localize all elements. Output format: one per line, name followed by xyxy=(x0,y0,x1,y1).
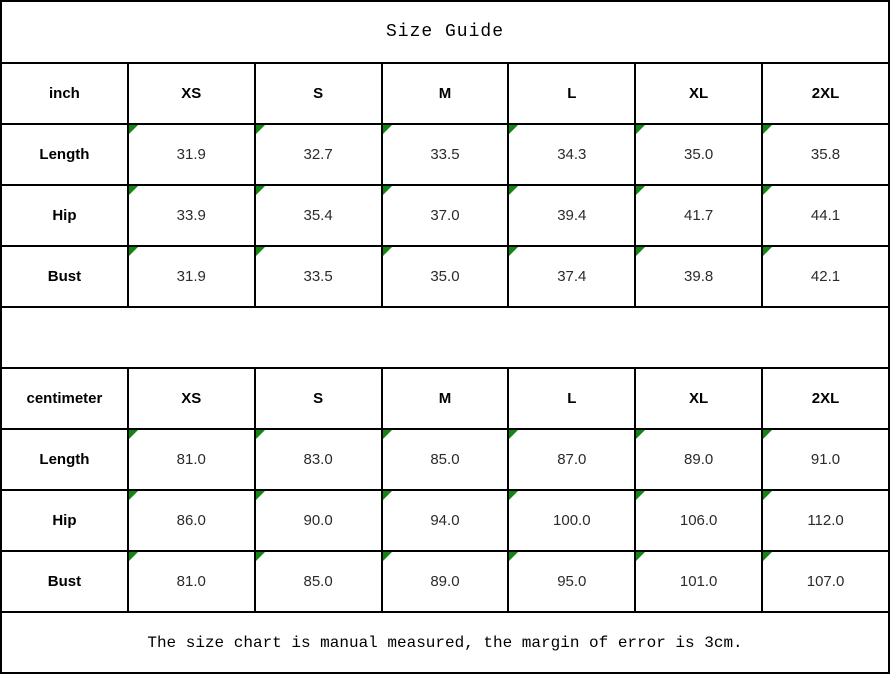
size-value: 31.9 xyxy=(176,146,206,163)
table-row-cm-hip xyxy=(1,490,889,551)
cell-flag-icon xyxy=(509,552,518,561)
size-value: 35.4 xyxy=(303,207,333,224)
size-value-cell xyxy=(255,429,382,490)
cell-flag-icon xyxy=(256,186,265,195)
row-label-cell: Bust xyxy=(1,246,128,307)
col-header-m: M xyxy=(382,368,509,429)
cell-flag-icon xyxy=(129,430,138,439)
col-header-s: S xyxy=(255,368,382,429)
size-value: 89.0 xyxy=(684,451,714,468)
size-value: 81.0 xyxy=(176,573,206,590)
size-value-cell xyxy=(382,124,509,185)
col-header-2xl: 2XL xyxy=(762,368,889,429)
size-value-cell xyxy=(508,246,635,307)
spacer-row xyxy=(1,307,889,368)
size-value: 91.0 xyxy=(810,451,841,468)
size-value-cell xyxy=(128,551,255,612)
col-header-xl: XL xyxy=(635,63,762,124)
size-value-cell xyxy=(635,490,762,551)
size-value-cell xyxy=(255,124,382,185)
cell-flag-icon xyxy=(636,186,645,195)
unit-header-inch: inch xyxy=(1,63,128,124)
table-row-inch-hip xyxy=(1,185,889,246)
row-label-cell: Hip xyxy=(1,185,128,246)
size-value: 35.0 xyxy=(684,146,714,163)
size-value: 37.0 xyxy=(430,207,460,224)
cell-flag-icon xyxy=(763,125,772,134)
size-value: 33.9 xyxy=(176,207,206,224)
cell-flag-icon xyxy=(763,247,772,256)
size-value: 87.0 xyxy=(557,451,587,468)
size-value-cell xyxy=(762,124,889,185)
size-value-cell xyxy=(508,185,635,246)
cell-flag-icon xyxy=(383,552,392,561)
cell-flag-icon xyxy=(256,491,265,500)
cell-flag-icon xyxy=(129,125,138,134)
cell-flag-icon xyxy=(763,491,772,500)
size-value: 39.8 xyxy=(684,268,714,285)
table-row-cm-length xyxy=(1,429,889,490)
note-text: The size chart is manual measured, the margin of error is 3cm. xyxy=(1,612,889,673)
size-value-cell xyxy=(128,246,255,307)
size-value-cell xyxy=(255,185,382,246)
size-value: 34.3 xyxy=(557,146,587,163)
header-row-centimeter xyxy=(1,368,889,429)
row-label-cell: Length xyxy=(1,124,128,185)
size-value: 90.0 xyxy=(303,512,333,529)
cell-flag-icon xyxy=(256,247,265,256)
size-value-cell xyxy=(382,490,509,551)
size-value: 44.1 xyxy=(810,207,841,224)
size-value: 37.4 xyxy=(557,268,587,285)
size-value-cell xyxy=(762,246,889,307)
cell-flag-icon xyxy=(256,125,265,134)
cell-flag-icon xyxy=(129,491,138,500)
size-value-cell xyxy=(508,490,635,551)
size-value: 85.0 xyxy=(303,573,333,590)
size-value-cell xyxy=(382,429,509,490)
size-value: 39.4 xyxy=(557,207,587,224)
size-value-cell xyxy=(128,124,255,185)
size-value-cell xyxy=(762,490,889,551)
cell-flag-icon xyxy=(763,430,772,439)
cell-flag-icon xyxy=(763,552,772,561)
cell-flag-icon xyxy=(129,186,138,195)
size-value-cell xyxy=(382,185,509,246)
size-value-cell xyxy=(508,551,635,612)
unit-header-centimeter: centimeter xyxy=(1,368,128,429)
col-header-l: L xyxy=(508,63,635,124)
cell-flag-icon xyxy=(129,552,138,561)
size-value-cell xyxy=(128,490,255,551)
cell-flag-icon xyxy=(383,247,392,256)
size-value-cell xyxy=(128,429,255,490)
col-header-xs: XS xyxy=(128,63,255,124)
row-label-cell: Hip xyxy=(1,490,128,551)
size-value: 94.0 xyxy=(430,512,460,529)
size-value: 112.0 xyxy=(807,512,844,529)
col-header-xs: XS xyxy=(128,368,255,429)
page-title: Size Guide xyxy=(1,1,889,63)
size-value: 95.0 xyxy=(557,573,587,590)
cell-flag-icon xyxy=(383,186,392,195)
size-value-cell xyxy=(762,429,889,490)
size-value: 33.5 xyxy=(430,146,460,163)
cell-flag-icon xyxy=(763,186,772,195)
size-value-cell xyxy=(635,185,762,246)
cell-flag-icon xyxy=(383,430,392,439)
size-value: 35.0 xyxy=(430,268,460,285)
size-value: 42.1 xyxy=(810,268,841,285)
header-row-inch xyxy=(1,63,889,124)
table-row-inch-length xyxy=(1,124,889,185)
size-value: 31.9 xyxy=(176,268,206,285)
size-value-cell xyxy=(255,490,382,551)
size-value-cell xyxy=(635,551,762,612)
size-value: 33.5 xyxy=(303,268,333,285)
cell-flag-icon xyxy=(509,186,518,195)
cell-flag-icon xyxy=(256,430,265,439)
size-value: 86.0 xyxy=(176,512,206,529)
size-value-cell xyxy=(635,246,762,307)
col-header-l: L xyxy=(508,368,635,429)
size-value: 32.7 xyxy=(303,146,333,163)
cell-flag-icon xyxy=(636,430,645,439)
table-row-inch-bust xyxy=(1,246,889,307)
cell-flag-icon xyxy=(256,552,265,561)
row-label-cell: Bust xyxy=(1,551,128,612)
cell-flag-icon xyxy=(129,247,138,256)
size-value: 101.0 xyxy=(679,573,718,590)
cell-flag-icon xyxy=(509,125,518,134)
note-row xyxy=(1,612,889,673)
cell-flag-icon xyxy=(636,491,645,500)
spacer-cell xyxy=(1,307,889,368)
col-header-2xl: 2XL xyxy=(762,63,889,124)
size-value: 106.0 xyxy=(679,512,718,529)
size-value-cell xyxy=(635,124,762,185)
cell-flag-icon xyxy=(636,552,645,561)
cell-flag-icon xyxy=(636,247,645,256)
size-value-cell xyxy=(508,124,635,185)
row-label-cell: Length xyxy=(1,429,128,490)
cell-flag-icon xyxy=(636,125,645,134)
title-row xyxy=(1,1,889,63)
col-header-s: S xyxy=(255,63,382,124)
size-value: 81.0 xyxy=(176,451,206,468)
cell-flag-icon xyxy=(509,491,518,500)
size-value-cell xyxy=(508,429,635,490)
size-value-cell xyxy=(635,429,762,490)
size-value-cell xyxy=(255,551,382,612)
col-header-m: M xyxy=(382,63,509,124)
size-value: 89.0 xyxy=(430,573,460,590)
size-value-cell xyxy=(382,246,509,307)
size-value: 83.0 xyxy=(303,451,333,468)
cell-flag-icon xyxy=(509,430,518,439)
col-header-xl: XL xyxy=(635,368,762,429)
size-value-cell xyxy=(382,551,509,612)
size-value-cell xyxy=(128,185,255,246)
size-value-cell xyxy=(255,246,382,307)
cell-flag-icon xyxy=(383,125,392,134)
cell-flag-icon xyxy=(509,247,518,256)
table-row-cm-bust xyxy=(1,551,889,612)
size-value: 41.7 xyxy=(684,207,714,224)
size-value: 107.0 xyxy=(806,573,845,590)
size-value-cell xyxy=(762,551,889,612)
cell-flag-icon xyxy=(383,491,392,500)
size-value: 85.0 xyxy=(430,451,460,468)
size-value-cell xyxy=(762,185,889,246)
size-value: 100.0 xyxy=(553,512,591,529)
size-value: 35.8 xyxy=(810,146,841,163)
